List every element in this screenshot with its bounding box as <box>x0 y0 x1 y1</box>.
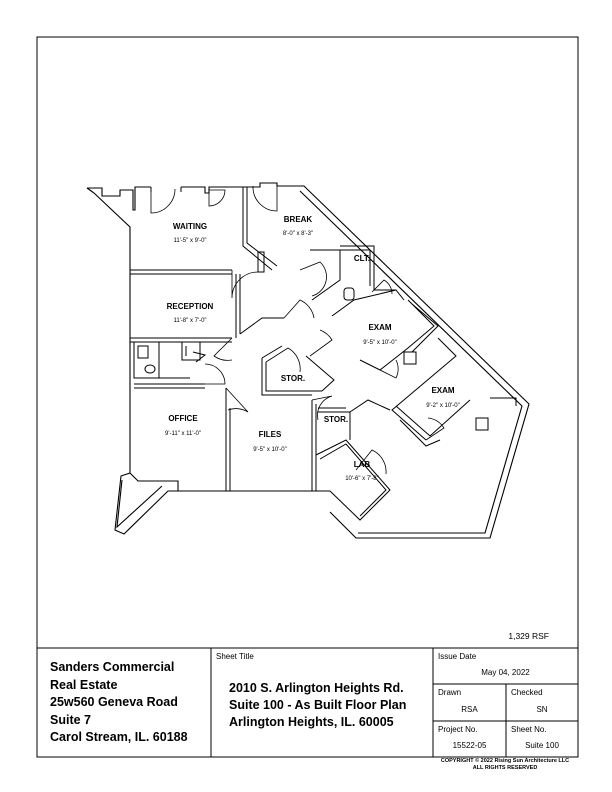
copyright-line: COPYRIGHT © 2022 Rising Sun Architecture LLC <box>440 758 570 764</box>
room-dims-break: 8'-0" x 8'-3" <box>282 231 314 237</box>
client-line: Real Estate <box>50 677 118 692</box>
total-area-label: 1,329 RSF <box>508 631 549 641</box>
room-label-exam-2: EXAM <box>431 386 455 395</box>
sheet-title-line: Arlington Heights, IL. 60005 <box>229 715 394 729</box>
room-label-lab: LAB <box>353 460 371 469</box>
checked-value: SN <box>536 705 548 714</box>
drawn-label: Drawn <box>438 688 462 697</box>
room-dims-exam-2: 9'-2" x 10'-0" <box>426 403 460 409</box>
room-label-exam-1: EXAM <box>368 323 392 332</box>
room-dims-exam-1: 9'-5" x 10'-0" <box>363 340 397 346</box>
client-line: Sanders Commercial <box>50 660 175 674</box>
sheet-title <box>229 680 406 731</box>
interior-walls <box>130 187 516 520</box>
sheet-no-label: Sheet No. <box>511 725 547 734</box>
sheet-border <box>37 37 578 757</box>
client-line: 25w560 Geneva Road <box>50 695 178 709</box>
room-label-break: BREAK <box>283 215 313 224</box>
project-no-value: 15522-05 <box>452 741 487 750</box>
room-dims-files: 9'-5" x 10'-0" <box>253 447 287 453</box>
room-dims-office: 9'-11" x 11'-0" <box>164 431 202 437</box>
sheet-title-line: Suite 100 - As Built Floor Plan <box>229 698 407 712</box>
sheet-title-line: 2010 S. Arlington Heights Rd. <box>229 681 404 695</box>
drawn-value: RSA <box>461 705 478 714</box>
issue-date-label: Issue Date <box>438 652 477 661</box>
room-label-stor-2: STOR. <box>323 415 349 424</box>
copyright-line: ALL RIGHTS RESERVED <box>472 764 538 771</box>
room-label-stor-1: STOR. <box>280 374 306 383</box>
room-dims-lab: 10'-6" x 7'-8" <box>345 476 379 482</box>
client-line: Carol Stream, IL. 60188 <box>50 730 188 744</box>
client-block <box>50 659 210 747</box>
room-label-reception: RECEPTION <box>166 302 214 311</box>
copyright-notice <box>430 758 580 771</box>
issue-date-value: May 04, 2022 <box>481 668 530 677</box>
room-label-office: OFFICE <box>168 414 198 423</box>
checked-label: Checked <box>511 688 543 697</box>
room-dims-reception: 11'-8" x 7'-0" <box>173 318 207 324</box>
client-line: Suite 7 <box>50 712 91 727</box>
room-label-files: FILES <box>258 430 282 439</box>
room-label-waiting: WAITING <box>172 222 208 231</box>
project-no-label: Project No. <box>438 725 478 734</box>
room-label-clt: CLT. <box>353 254 371 263</box>
room-dims-waiting: 11'-5" x 9'-0" <box>173 238 207 244</box>
sheet-title-label: Sheet Title <box>216 652 254 661</box>
sheet-no-value: Suite 100 <box>525 741 559 750</box>
